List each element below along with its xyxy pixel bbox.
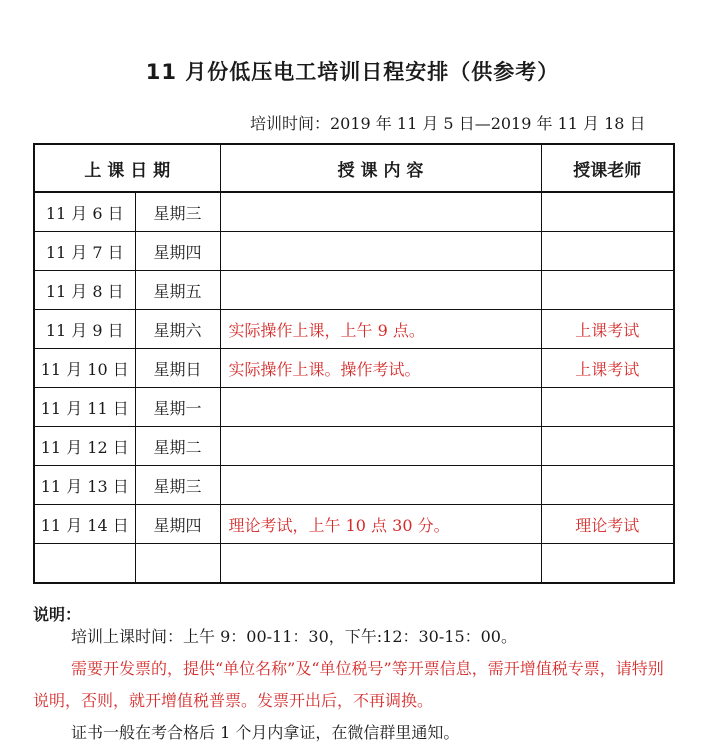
header-teacher: 授课老师 [541,144,674,192]
row-content [220,192,541,232]
table-row [34,505,674,544]
row-content [220,271,541,310]
notes-label: 说明： [33,605,82,624]
row-teacher [541,232,674,271]
training-period: 培训时间：2019 年 11 月 5 日—2019 年 11 月 18 日 [250,114,646,133]
row-teacher [541,192,674,232]
note-certificate: 证书一般在考合格后 1 个月内拿证，在微信群里通知。 [71,723,460,742]
row-teacher [541,388,674,427]
row-weekday: 星期六 [135,310,220,349]
row-date: 11 月 10 日 [34,349,135,388]
row-date: 11 月 9 日 [34,310,135,349]
note-invoice: 需要开发票的，提供“单位名称”及“单位税号”等开票信息，需开增值税专票，请特别说明，否则，就开增值税普票。发票开出后，不再调换。 [33,659,664,710]
row-teacher: 上课考试 [541,310,674,349]
table-row [34,310,674,349]
table-row [34,271,674,310]
row-teacher: 上课考试 [541,349,674,388]
row-content: 理论考试，上午 10 点 30 分。 [220,505,541,544]
table-row [34,232,674,271]
table-row [34,466,674,505]
note-class-time: 培训上课时间：上午 9：00-11：30，下午:12：30-15：00。 [71,627,517,646]
header-content: 授 课 内 容 [220,144,541,192]
document-title: 11 月份低压电工培训日程安排（供参考） [145,60,560,84]
table-row [34,427,674,466]
row-content [220,232,541,271]
row-content [220,388,541,427]
schedule-table [33,143,675,584]
row-content [220,544,541,584]
row-weekday: 星期三 [135,192,220,232]
row-weekday: 星期四 [135,232,220,271]
row-weekday: 星期二 [135,427,220,466]
row-teacher [541,427,674,466]
table-header-row [34,144,674,192]
row-teacher [541,466,674,505]
row-content [220,466,541,505]
row-date: 11 月 8 日 [34,271,135,310]
table-row [34,544,674,584]
header-date: 上 课 日 期 [34,144,220,192]
row-date: 11 月 11 日 [34,388,135,427]
row-weekday: 星期五 [135,271,220,310]
row-date: 11 月 6 日 [34,192,135,232]
table-row [34,388,674,427]
row-teacher: 理论考试 [541,505,674,544]
row-weekday: 星期三 [135,466,220,505]
table-row [34,192,674,232]
row-date: 11 月 14 日 [34,505,135,544]
row-weekday [135,544,220,584]
row-weekday: 星期一 [135,388,220,427]
row-date: 11 月 12 日 [34,427,135,466]
row-date: 11 月 13 日 [34,466,135,505]
row-weekday: 星期日 [135,349,220,388]
table-row [34,349,674,388]
row-teacher [541,544,674,584]
row-weekday: 星期四 [135,505,220,544]
row-date [34,544,135,584]
row-content: 实际操作上课，上午 9 点。 [220,310,541,349]
row-date: 11 月 7 日 [34,232,135,271]
row-content: 实际操作上课。操作考试。 [220,349,541,388]
row-content [220,427,541,466]
row-teacher [541,271,674,310]
